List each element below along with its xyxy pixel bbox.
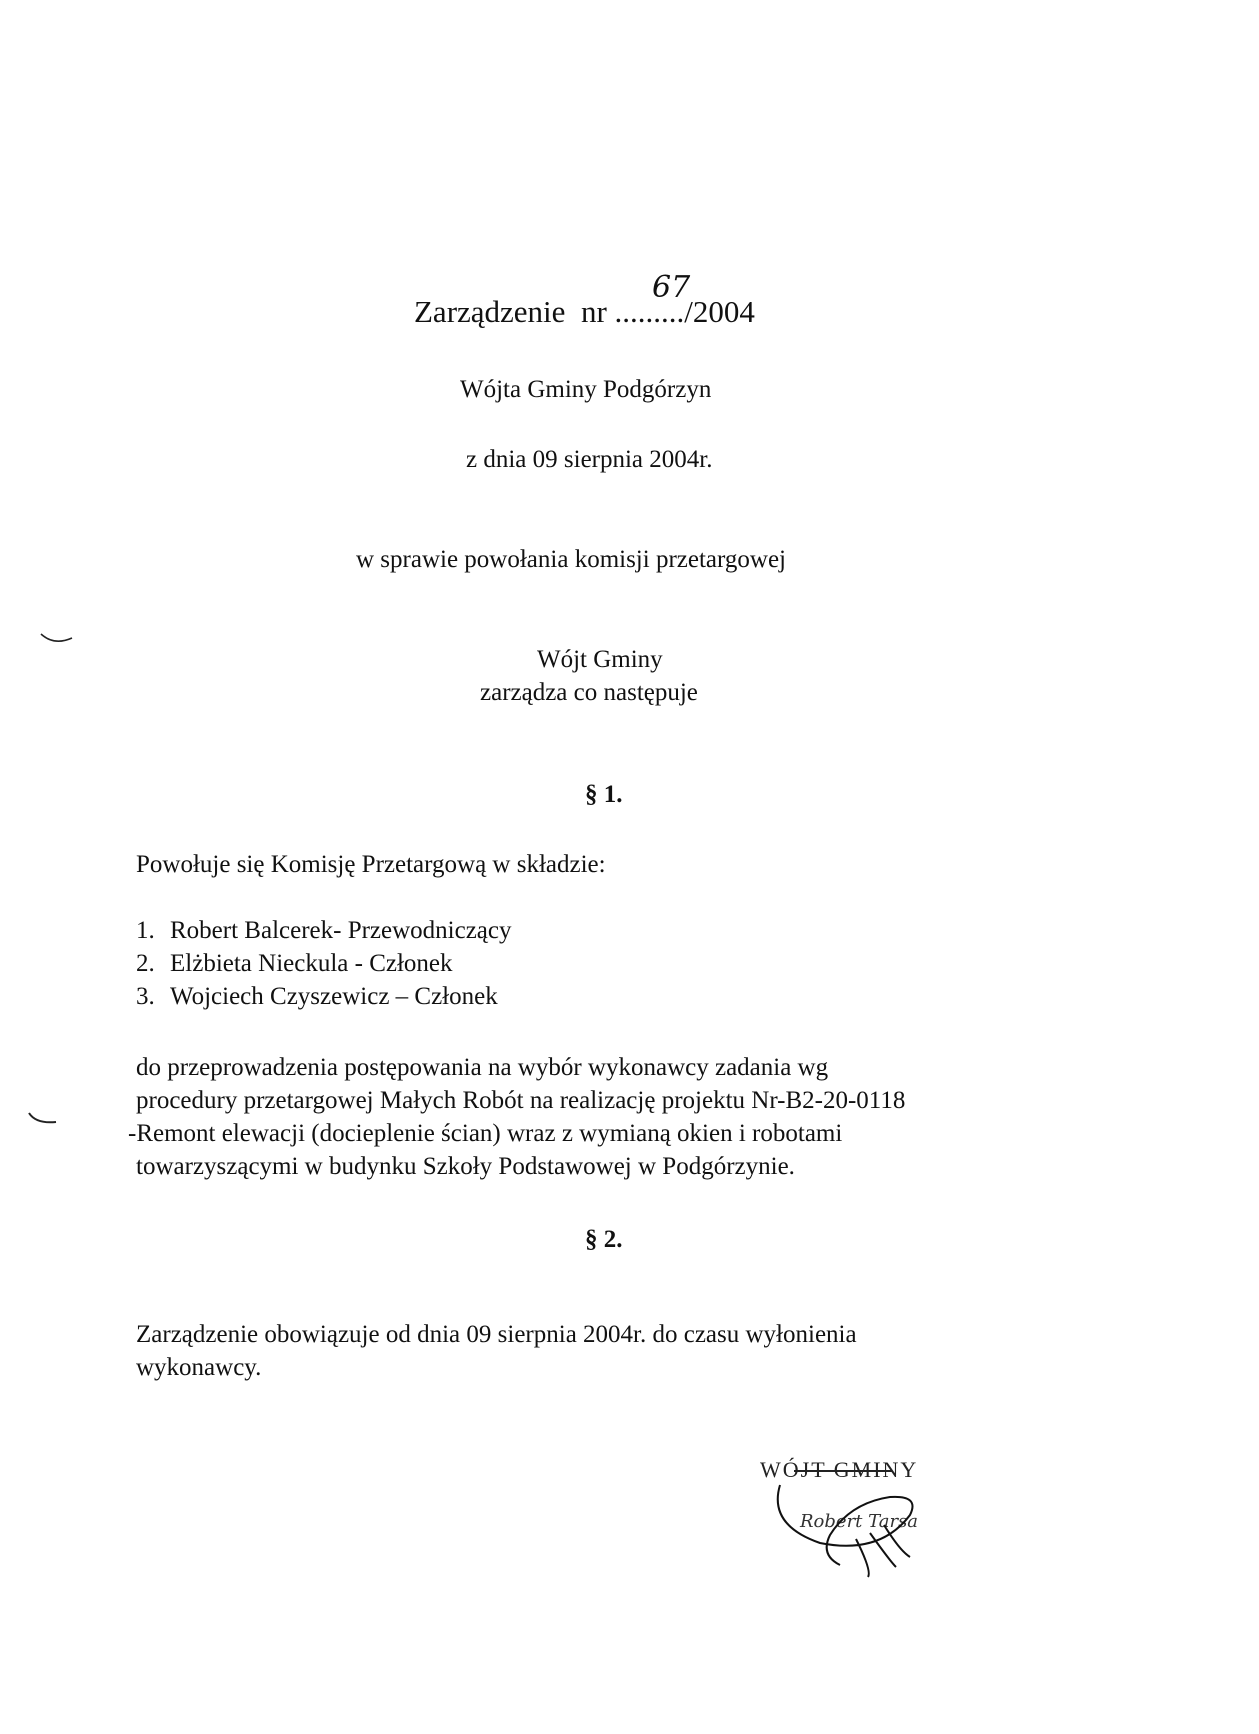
member-item-2 bbox=[136, 947, 453, 980]
decree-title bbox=[414, 294, 755, 330]
section-1-heading: § 1. bbox=[585, 781, 623, 808]
preamble-line-1: Wójt Gminy bbox=[537, 646, 663, 673]
section-1-intro: Powołuje się Komisję Przetargową w składzie: bbox=[136, 851, 606, 878]
paragraph-line-1: do przeprowadzenia postępowania na wybór wykonawcy zadania wg bbox=[136, 1054, 829, 1081]
paragraph-line-3: -Remont elewacji (docieplenie ścian) wraz z wymianą okien i robotami bbox=[128, 1120, 843, 1147]
number-dots: ......... bbox=[614, 294, 685, 329]
svg-text:WÓJT GMINY: WÓJT GMINY bbox=[760, 1457, 919, 1482]
member-item-1 bbox=[136, 914, 512, 947]
signature-stamp bbox=[760, 1455, 980, 1585]
paragraph-line-4: towarzyszącymi w budynku Szkoły Podstawowej w Podgórzynie. bbox=[136, 1153, 795, 1180]
member-number: 3. bbox=[136, 983, 155, 1010]
member-text: Elżbieta Nieckula - Członek bbox=[170, 950, 453, 977]
margin-mark-bottom bbox=[26, 1110, 66, 1130]
member-text: Robert Balcerek- Przewodniczący bbox=[170, 917, 512, 944]
paragraph-line-2: procedury przetargowej Małych Robót na realizację projektu Nr-B2-20-0118 bbox=[136, 1087, 906, 1114]
member-number: 2. bbox=[136, 950, 155, 977]
issuer-line: Wójta Gminy Podgórzyn bbox=[460, 376, 712, 403]
member-item-3 bbox=[136, 980, 498, 1013]
svg-text:Robert Tarsa: Robert Tarsa bbox=[800, 1511, 919, 1532]
section-2-line-1: Zarządzenie obowiązuje od dnia 09 sierpnia 2004r. do czasu wyłonienia bbox=[136, 1321, 857, 1348]
date-line: z dnia 09 sierpnia 2004r. bbox=[466, 446, 713, 473]
member-text: Wojciech Czyszewicz – Członek bbox=[170, 983, 498, 1010]
member-number: 1. bbox=[136, 917, 155, 944]
title-word: Zarządzenie bbox=[414, 294, 566, 329]
section-2-line-2: wykonawcy. bbox=[136, 1354, 262, 1381]
preamble-line-2: zarządza co następuje bbox=[480, 679, 698, 706]
margin-mark-top bbox=[38, 630, 78, 650]
nr-label: nr bbox=[580, 294, 607, 329]
year-suffix: /2004 bbox=[684, 294, 755, 329]
section-2-heading: § 2. bbox=[585, 1226, 623, 1253]
subject-line: w sprawie powołania komisji przetargowej bbox=[356, 546, 786, 573]
handwritten-number: 67 bbox=[652, 270, 691, 305]
